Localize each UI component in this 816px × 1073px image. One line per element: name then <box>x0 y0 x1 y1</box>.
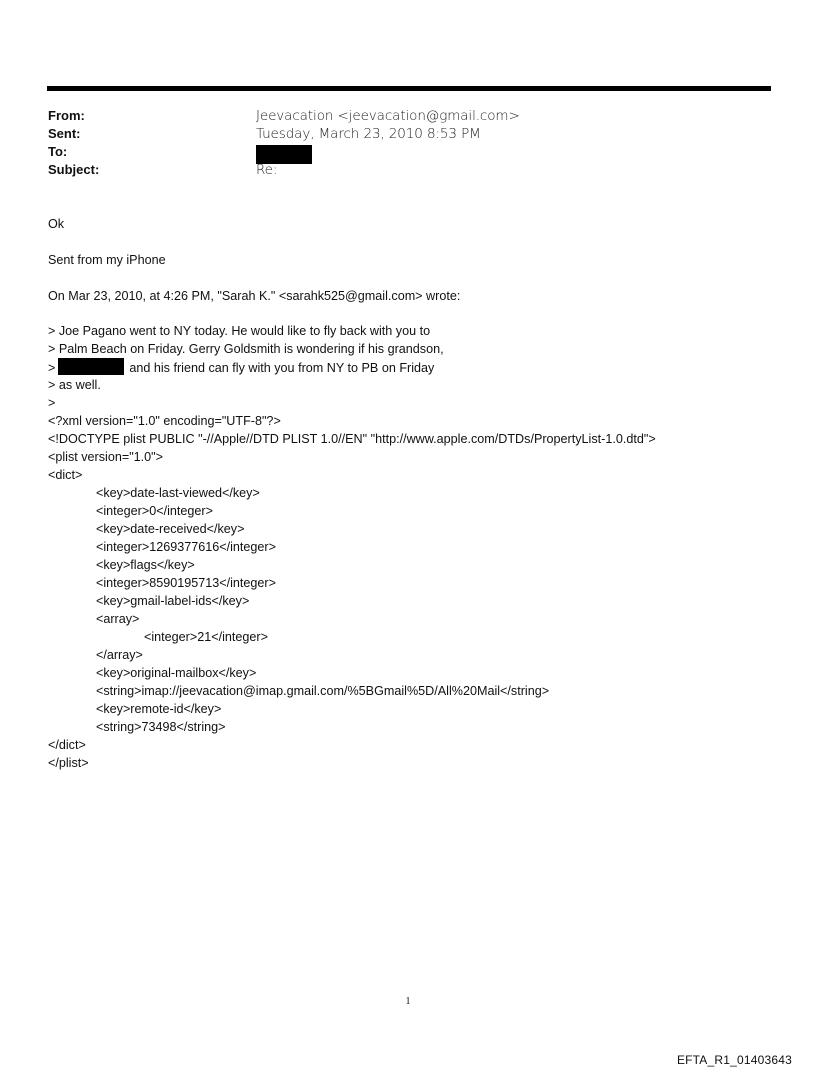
plist-line: <!DOCTYPE plist PUBLIC "-//Apple//DTD PLIST 1.0//EN" "http://www.apple.com/DTDs/PropertyList-1.0.dtd"> <box>48 432 656 446</box>
plist-line: </array> <box>96 648 143 662</box>
from-value: Jeevacation <jeevacation@gmail.com> <box>256 108 520 124</box>
bates-stamp: EFTA_R1_01403643 <box>676 1053 792 1067</box>
plist-line: <key>date-last-viewed</key> <box>96 486 260 500</box>
quote-line: > Palm Beach on Friday. Gerry Goldsmith is wondering if his grandson, <box>48 342 444 356</box>
sent-value: Tuesday, March 23, 2010 8:53 PM <box>256 126 481 142</box>
plist-line: <array> <box>96 612 140 626</box>
plist-line: <key>remote-id</key> <box>96 702 222 716</box>
plist-line: <integer>1269377616</integer> <box>96 540 276 554</box>
quote-text: and his friend can fly with you from NY to PB on Friday <box>129 361 435 375</box>
header-divider <box>47 86 771 91</box>
plist-line: <dict> <box>48 468 83 482</box>
subject-label: Subject: <box>48 162 100 177</box>
attribution-line: On Mar 23, 2010, at 4:26 PM, "Sarah K." <sarahk525@gmail.com> wrote: <box>48 289 461 303</box>
page-number: 1 <box>405 996 411 1007</box>
plist-line: <key>date-received</key> <box>96 522 245 536</box>
plist-line: <key>flags</key> <box>96 558 195 572</box>
plist-line: <key>gmail-label-ids</key> <box>96 594 250 608</box>
from-label: From: <box>48 108 85 123</box>
plist-line: <string>73498</string> <box>96 720 226 734</box>
subject-value: Re: <box>256 162 278 178</box>
plist-line: <key>original-mailbox</key> <box>96 666 257 680</box>
redaction-box <box>58 358 124 375</box>
quote-line-redacted <box>48 358 434 377</box>
sent-label: Sent: <box>48 126 81 141</box>
reply-text: Ok <box>48 217 65 231</box>
quote-line: > Joe Pagano went to NY today. He would like to fly back with you to <box>48 324 431 338</box>
quote-line: > <box>48 396 56 410</box>
plist-line: <integer>21</integer> <box>144 630 268 644</box>
plist-line: <string>imap://jeevacation@imap.gmail.com/%5BGmail%5D/All%20Mail</string> <box>96 684 550 698</box>
plist-line: <integer>8590195713</integer> <box>96 576 276 590</box>
quote-prefix: > <box>48 361 56 375</box>
plist-line: </plist> <box>48 756 89 770</box>
plist-line: <?xml version="1.0" encoding="UTF-8"?> <box>48 414 281 428</box>
quote-line: > as well. <box>48 378 101 392</box>
signature-text: Sent from my iPhone <box>48 253 166 267</box>
plist-line: <plist version="1.0"> <box>48 450 164 464</box>
to-label: To: <box>48 144 68 159</box>
plist-line: </dict> <box>48 738 86 752</box>
plist-line: <integer>0</integer> <box>96 504 213 518</box>
